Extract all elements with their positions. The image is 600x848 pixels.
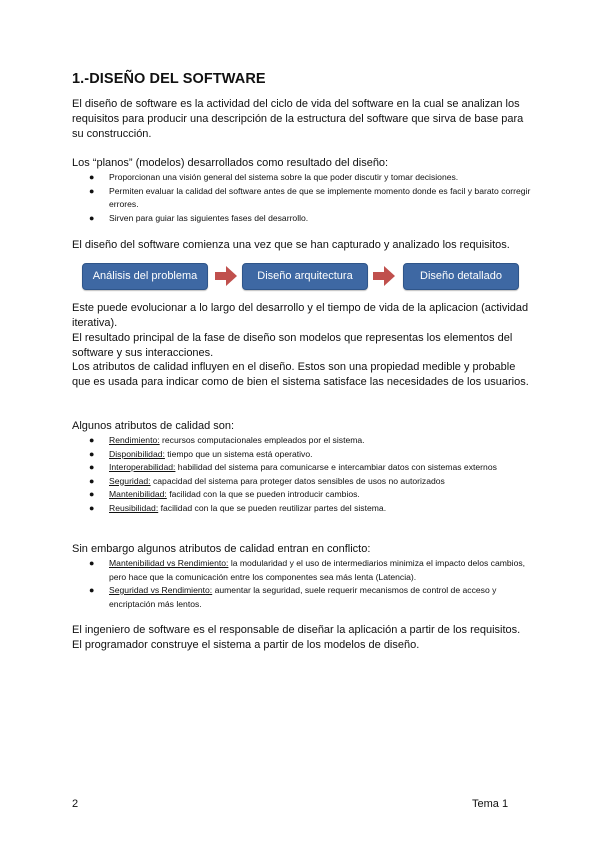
design-flow-diagram [82,263,522,291]
evolve-paragraph: Este puede evolucionar a lo largo del desarrollo y el tiempo de vida de la aplicacion (actividad iterativa). [72,302,529,329]
programmer-paragraph: El programador construye el sistema a partir de los modelos de diseño. [72,639,420,651]
conflict-heading: Sin embargo algunos atributos de calidad entran en conflicto: [72,543,371,555]
bullet-icon: ● [89,212,95,223]
bullet-icon: ● [89,502,95,513]
result-paragraph: El resultado principal de la fase de diseño son modelos que representas los elementos del software y sus interacciones. [72,332,513,359]
list-item: ● Mantenibilidad: facilidad con la que se pueden introducir cambios. [72,488,532,502]
list-item: ● Sirven para guiar las siguientes fases del desarrollo. [72,212,532,226]
bullet-icon: ● [89,185,95,196]
flow-step-analysis: Análisis del problema [82,263,208,290]
flow-step-detailed: Diseño detallado [403,263,519,290]
list-item: ● Mantenibilidad vs Rendimiento: la modularidad y el uso de intermediarios minimiza el impacto delos cambios, pero hace que la comunicación entre los componentes sea más lenta (Latencia). [89,558,526,582]
intro-paragraph: El diseño de software es la actividad del ciclo de vida del software en la cual se analizan los requisitos para producir una descripción de la estructura del software que sirva de base para su construcción. [72,98,524,140]
bullet-icon: ● [89,462,95,472]
page-title: 1.-DISEÑO DEL SOFTWARE [72,71,266,87]
bullet-icon: ● [89,172,95,182]
bullet-icon: ● [89,558,95,568]
flow-arrow-icon [215,266,237,286]
list-item: ● Permiten evaluar la calidad del software antes de que se implemente momento donde es facil y barato corregir errores. [89,185,531,209]
page-number: 2 [72,798,79,810]
list-item: ● Rendimiento: recursos computacionales empleados por el sistema. [72,434,532,448]
bullet-icon: ● [89,435,95,445]
planos-heading: Los “planos” (modelos) desarrollados como resultado del diseño: [72,157,389,169]
flow-step-architecture: Diseño arquitectura [242,263,368,290]
flow-arrow-icon [373,266,395,286]
conflicts-list [72,557,532,611]
design-start-paragraph: El diseño del software comienza una vez que se han capturado y analizado los requisitos. [72,239,510,251]
bullet-icon: ● [89,448,95,459]
bullet-icon: ● [89,585,95,595]
quality-paragraph: Los atributos de calidad influyen en el diseño. Estos son una propiedad medible y probable que es usada para indicar como de bien el sistema satisface las necesidades de los usuarios. [72,361,529,388]
list-item: ● Disponibilidad: tiempo que un sistema está operativo. [72,448,532,462]
list-item: ● Reusibilidad: facilidad con la que se pueden reutilizar partes del sistema. [72,502,532,516]
attrs-heading: Algunos atributos de calidad son: [72,420,235,432]
bullet-icon: ● [89,475,95,486]
list-item: ● Seguridad: capacidad del sistema para proteger datos sensibles de usos no autorizados [72,475,532,489]
list-item: ● Interoperabilidad: habilidad del sistema para comunicarse e intercambiar datos con sistemas externos [72,461,532,475]
list-item: ● Proporcionan una visión general del sistema sobre la que poder discutir y tomar decisiones. [72,171,532,185]
list-item: ● Seguridad vs Rendimiento: aumentar la seguridad, suele requerir mecanismos de control de acceso y encriptación más lentos. [89,585,497,609]
footer-label: Tema 1 [472,798,509,810]
engineer-paragraph: El ingeniero de software es el responsable de diseñar la aplicación a partir de los requisitos. [72,624,521,636]
attrs-list [72,434,532,515]
planos-list [72,171,532,225]
bullet-icon: ● [89,489,95,499]
